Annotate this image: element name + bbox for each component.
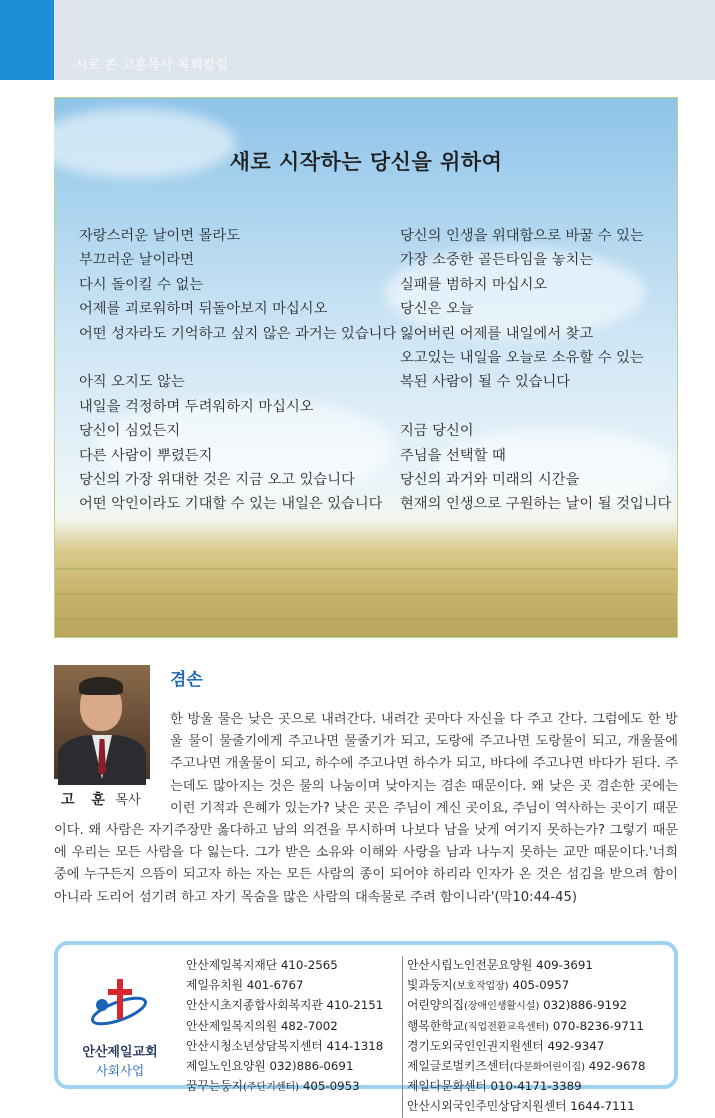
contact-row: 안산시립노인전문요양원 409-3691 bbox=[407, 958, 593, 972]
poem-line: 잃어버린 어제를 내일에서 찾고 bbox=[400, 325, 594, 342]
contact-row: 안산시외국인주민상담지원센터 1644-7111 bbox=[407, 1099, 635, 1114]
poem-title: 새로 시작하는 당신을 위하여 bbox=[229, 150, 503, 174]
church-logo-icon bbox=[88, 975, 150, 1031]
article-title: 겸손 bbox=[170, 670, 203, 690]
poem-line: 자랑스러운 날이면 몰라도 bbox=[79, 228, 241, 244]
poem-line: 내일을 걱정하며 두려워하지 마십시오 bbox=[79, 398, 314, 415]
contact-row: 안산시초지종합사회복지관 410-2151 bbox=[186, 998, 384, 1013]
author-name: 고 훈 bbox=[61, 792, 111, 808]
church-division: 사회사업 bbox=[95, 1063, 145, 1078]
poem-line: 현재의 인생으로 구원하는 날이 될 것입니다 bbox=[400, 496, 672, 513]
church-name: 안산제일교회 bbox=[82, 1045, 158, 1060]
contact-list-right bbox=[402, 956, 646, 1118]
church-logo bbox=[66, 965, 174, 1083]
stanza-gap bbox=[79, 346, 396, 370]
poem-line: 다시 돌이킬 수 없는 bbox=[79, 276, 204, 293]
column-series-title: 시로 쓴 고훈목사 목회칼럼 bbox=[75, 58, 229, 73]
poem-left-column bbox=[79, 224, 396, 517]
contact-row: 제일다문화센터 010-4171-3389 bbox=[407, 1079, 582, 1094]
contact-row: 꿈꾸는둥지(주단기센터) 405-0953 bbox=[186, 1079, 360, 1094]
photo-wrap-spacer bbox=[54, 709, 170, 809]
poem-line: 당신의 인생을 위대함으로 바꿀 수 있는 bbox=[400, 228, 644, 244]
contact-row: 어린양의집(장애인생활시설) 032)886-9192 bbox=[407, 998, 628, 1013]
photo-hair bbox=[79, 677, 123, 695]
contact-row: 안산제일복지의원 482-7002 bbox=[186, 1018, 338, 1033]
poem-line: 주님을 선택할 때 bbox=[400, 447, 506, 464]
contact-row: 제일유치원 401-6767 bbox=[186, 978, 304, 993]
poem-line: 복된 사람이 될 수 있습니다 bbox=[400, 374, 571, 391]
article-body bbox=[54, 709, 678, 909]
poem-line: 어떤 성자라도 기억하고 싶지 않은 과거는 있습니다 bbox=[79, 325, 397, 342]
poem-line: 실패를 범하지 마십시오 bbox=[400, 276, 548, 293]
poem-line: 당신의 가장 위대한 것은 지금 오고 있습니다 bbox=[79, 471, 355, 488]
poem-line: 당신이 심었든지 bbox=[79, 423, 181, 440]
poem-line: 부끄러운 날이라면 bbox=[79, 252, 195, 269]
article-text: 한 방울 물은 낮은 곳으로 내려간다. 내려간 곳마다 자신을 다 주고 간다. 그럼에도 한 방울 물이 물줄기에게 주고나면 물줄기가 되고, 도랑에 주고나면 도랑물이 되고, 개울물에 주고나면 개울물이 되고, 하수에 주고나면 하수가 되고, 바다에 주고나면 바다가 된다. 주는데도 많아지는 것은 물의 나눔이며 낮아지는 겸손 때문이다. 왜 낮은 곳 겸손한 곳에는 이런 기적과 은혜가 있는가? 낮은 곳은 주님이 계신 곳이요, 주님이 역사하는 곳이기 때문이다. 왜 사람은 자기주장만 옳다하고 남의 의견을 무시하며 나보다 남을 낫게 여기지 못하는가? 그렇기 때문에 우리는 모든 사람을 다 잃는다. 그가 받은 소유와 이해와 사랑을 남과 나누지 못하는 교만 때문이다.'너희 중에 누구든지 으뜸이 되고자 하는 자는 모든 사람의 종이 되어야 하리라 인자가 온 것은 섬김을 받으려 함이 아니라 도리어 섬기려 하고 자기 목숨을 많은 사람의 대속물로 주려 함이니라'(막10:44-45) bbox=[54, 712, 678, 905]
field-line bbox=[55, 618, 677, 620]
poem-line: 어떤 악인이라도 기대할 수 있는 내일은 있습니다 bbox=[79, 496, 383, 513]
contact-row: 안산제일복지재단 410-2565 bbox=[186, 958, 338, 972]
field-line bbox=[55, 568, 677, 570]
contact-row: 경기도외국인인권지원센터 492-9347 bbox=[407, 1038, 605, 1053]
contact-row: 행복한학교(직업전환교육센터) 070-8236-9711 bbox=[407, 1018, 644, 1033]
contact-row: 제일노인요양원 032)886-0691 bbox=[186, 1059, 354, 1074]
footer-contact-box bbox=[54, 941, 678, 1114]
poem-line: 어제를 괴로워하며 뒤돌아보지 마십시오 bbox=[79, 301, 328, 318]
poem-line: 다른 사람이 뿌렸든지 bbox=[79, 447, 213, 464]
stanza-gap bbox=[400, 395, 671, 419]
poem-box bbox=[54, 97, 678, 638]
contact-row: 빛과둥지(보호작업장) 405-0957 bbox=[407, 978, 570, 993]
poem-line: 오고있는 내일을 오늘로 소유할 수 있는 bbox=[400, 349, 644, 366]
contact-list-left bbox=[186, 956, 383, 1097]
header-accent-bar bbox=[0, 0, 54, 80]
contact-row: 안산시청소년상담복지센터 414-1318 bbox=[186, 1038, 384, 1053]
poem-line: 지금 당신이 bbox=[400, 423, 474, 440]
contact-row: 제일글로벌키즈센터(다문화어린이집) 492-9678 bbox=[407, 1059, 646, 1074]
field-line bbox=[55, 593, 677, 595]
poem-line: 아직 오지도 않는 bbox=[79, 374, 185, 391]
poem-line: 당신은 오늘 bbox=[400, 301, 474, 318]
poem-right-column bbox=[400, 224, 671, 517]
poem-line: 가장 소중한 골든타임을 놓치는 bbox=[400, 252, 594, 269]
author-role: 목사 bbox=[115, 793, 141, 808]
poem-line: 당신의 과거와 미래의 시간을 bbox=[400, 471, 580, 488]
